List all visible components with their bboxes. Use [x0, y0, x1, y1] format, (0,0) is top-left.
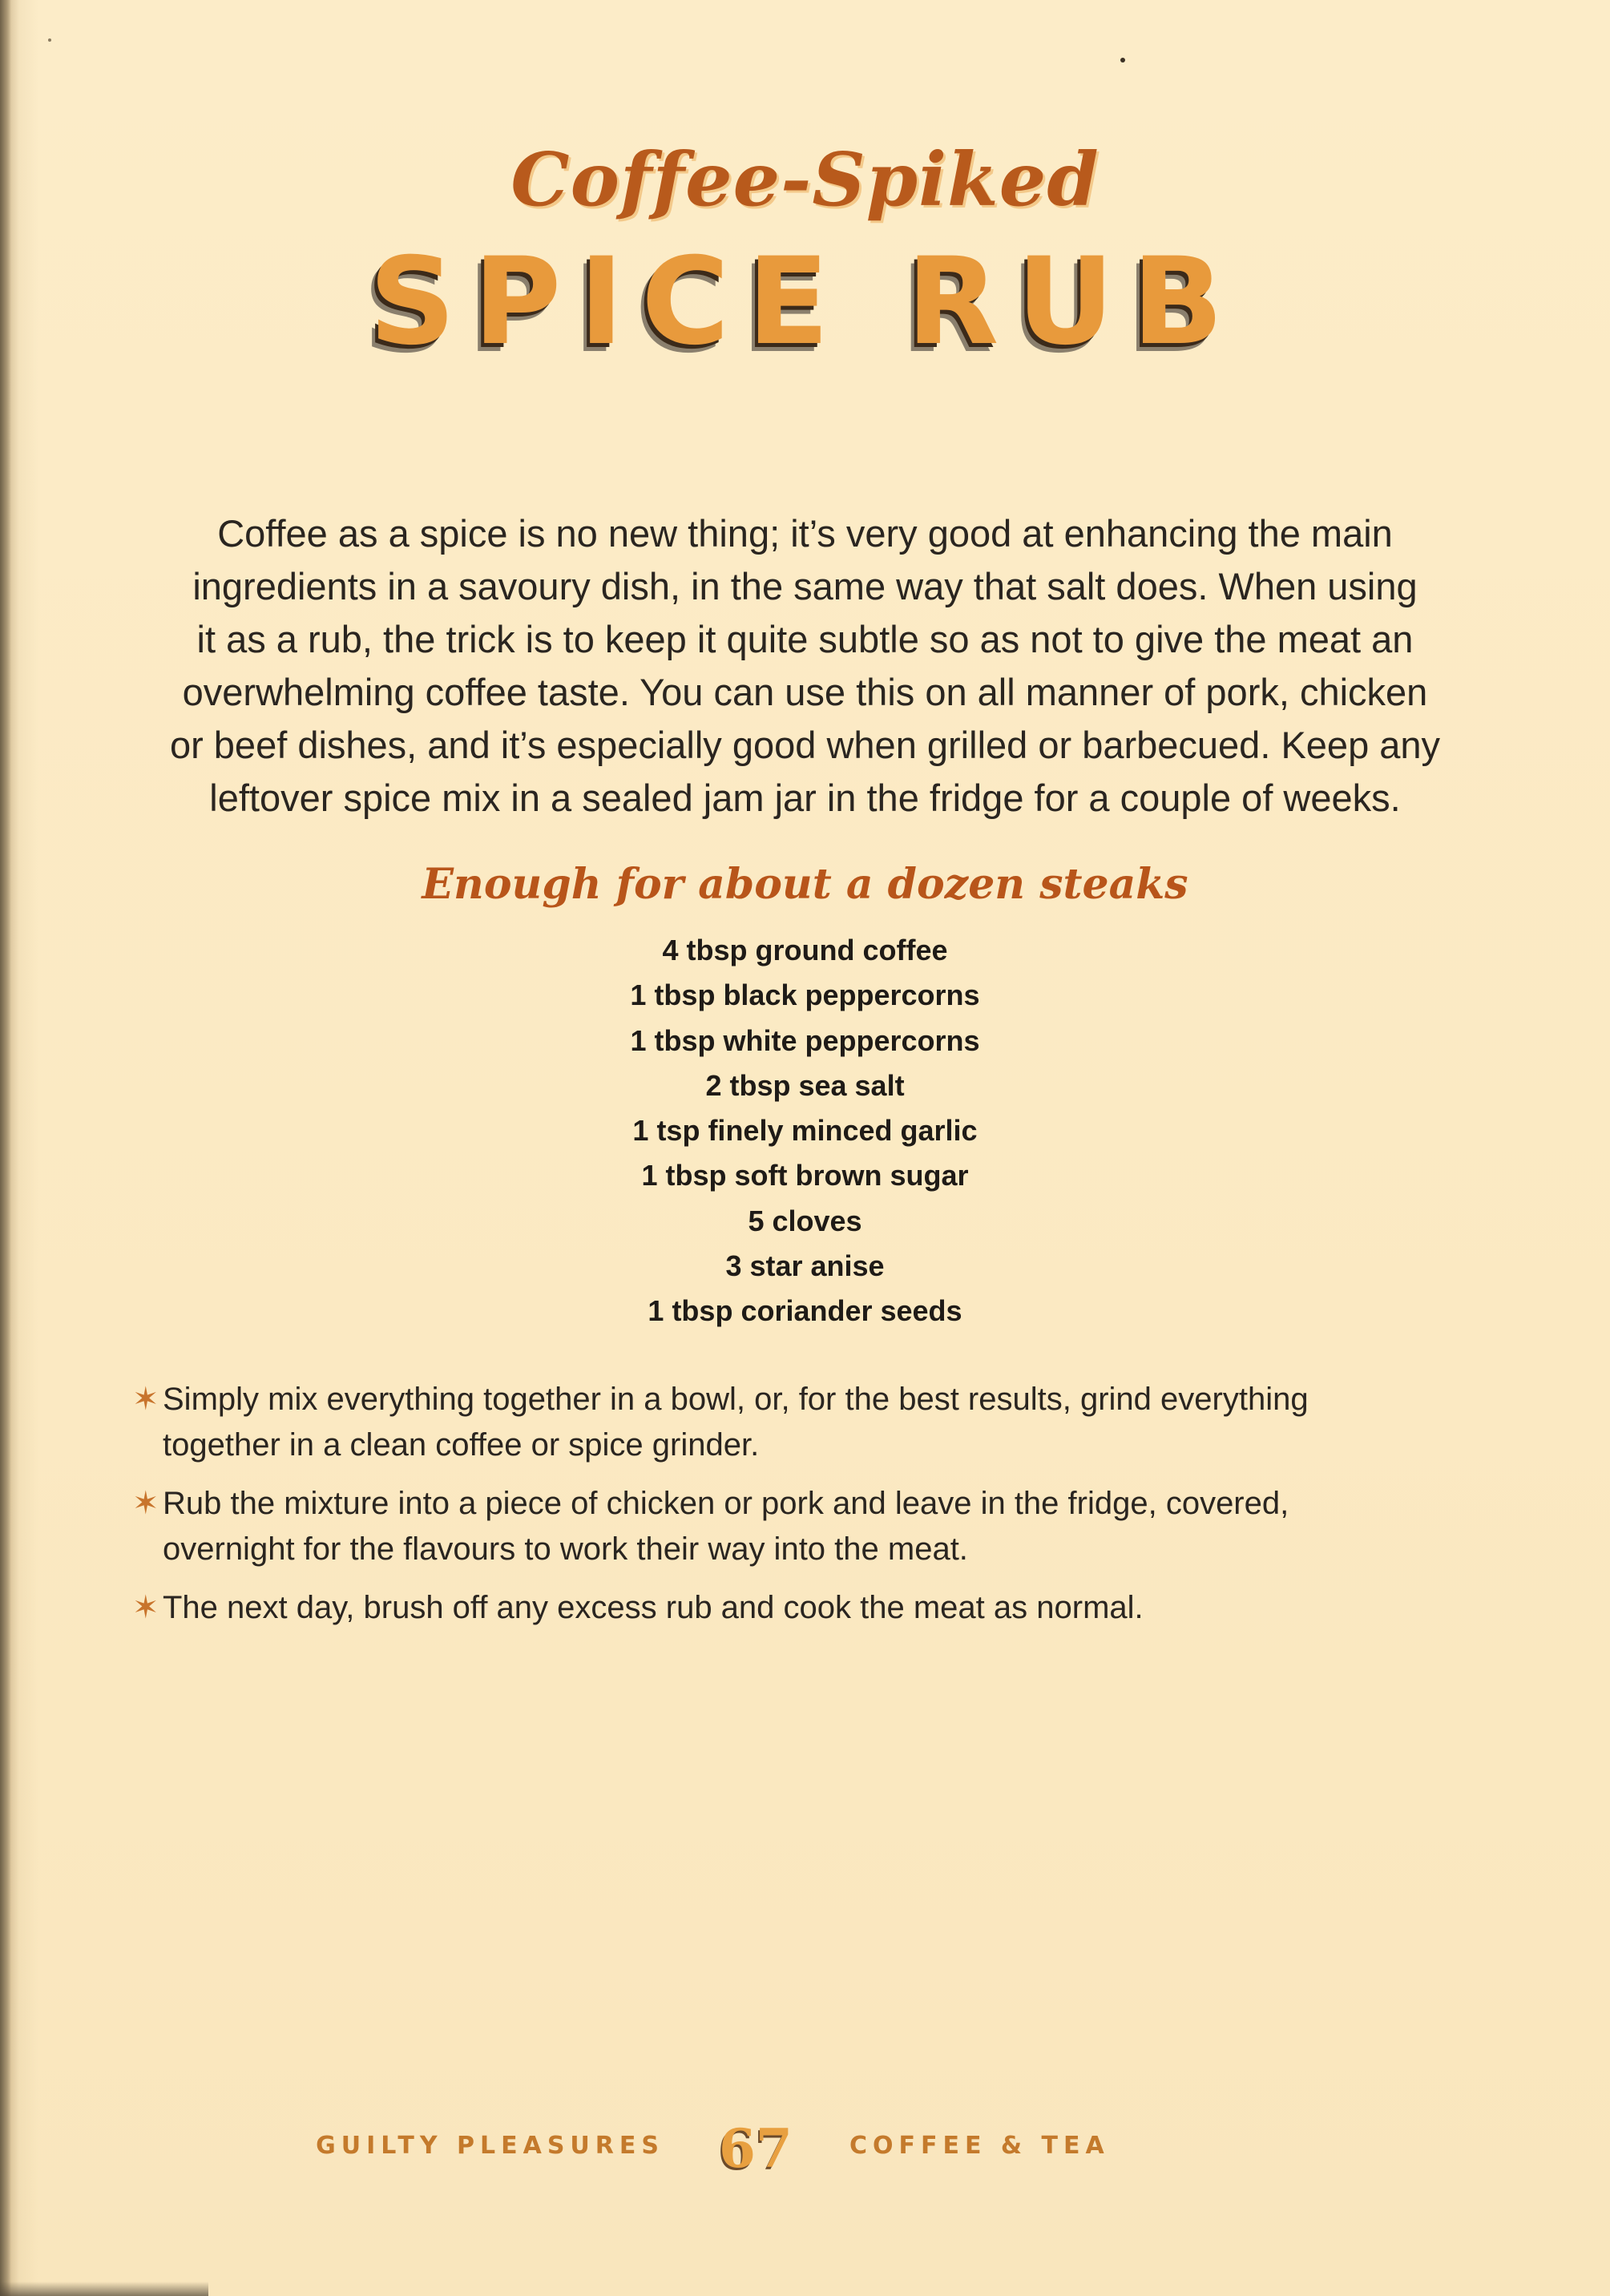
ingredient-item: 1 tbsp coriander seeds: [648, 1294, 962, 1328]
intro-line: ingredients in a savoury dish, in the same way that salt does. When using: [192, 565, 1418, 607]
bottom-edge-shadow: [0, 2282, 208, 2296]
ingredient-item: 1 tbsp white peppercorns: [630, 1023, 980, 1057]
method-step: [132, 1585, 1414, 1631]
step-line: Simply mix everything together in a bowl, or, for the best results, grind everything: [163, 1382, 1309, 1417]
yield-heading: Enough for about a dozen steaks: [422, 860, 1188, 909]
ingredient-item: 1 tsp finely minced garlic: [632, 1114, 978, 1148]
step-line: Rub the mixture into a piece of chicken or pork and leave in the fridge, covered,: [163, 1486, 1289, 1521]
ingredient-list: [0, 928, 1610, 1334]
ingredient-item: 1 tbsp soft brown sugar: [641, 1159, 969, 1192]
intro-paragraph: [50, 507, 1560, 825]
intro-line: Coffee as a spice is no new thing; it’s very good at enhancing the main: [217, 512, 1393, 555]
intro-line: leftover spice mix in a sealed jam jar in the fridge for a couple of weeks.: [209, 777, 1401, 819]
step-line: The next day, brush off any excess rub and cook the meat as normal.: [163, 1590, 1144, 1625]
method-steps: [132, 1377, 1414, 1644]
ingredient-item: 3 star anise: [725, 1249, 885, 1283]
paper-speck: [48, 38, 51, 42]
step-line: overnight for the flavours to work their way into the meat.: [163, 1531, 968, 1567]
method-step: [132, 1481, 1414, 1572]
footer-chapter-title: COFFEE & TEA: [849, 2132, 1110, 2160]
method-step: [132, 1377, 1414, 1468]
ingredient-item: 1 tbsp black peppercorns: [630, 979, 980, 1012]
ingredient-item: 4 tbsp ground coffee: [662, 934, 948, 966]
star-bullet-icon: ✶: [132, 1486, 159, 1521]
intro-line: it as a rub, the trick is to keep it quite subtle so as not to give the meat an: [196, 618, 1414, 660]
star-bullet-icon: ✶: [132, 1590, 159, 1625]
intro-line: overwhelming coffee taste. You can use this on all manner of pork, chicken: [182, 671, 1428, 713]
title-main: SPICE RUB: [369, 232, 1241, 372]
ingredient-item: 2 tbsp sea salt: [705, 1068, 905, 1102]
intro-line: or beef dishes, and it’s especially good when grilled or barbecued. Keep any: [169, 724, 1441, 766]
step-line: together in a clean coffee or spice grinder.: [163, 1427, 760, 1463]
page-footer: [0, 2117, 1610, 2180]
title-script: Coffee-Spiked: [510, 136, 1100, 223]
page-number: 67: [719, 2117, 793, 2180]
footer-section-title: GUILTY PLEASURES: [316, 2132, 664, 2160]
ingredient-item: 5 cloves: [748, 1204, 862, 1237]
paper-speck: [1120, 58, 1125, 63]
star-bullet-icon: ✶: [132, 1382, 159, 1417]
